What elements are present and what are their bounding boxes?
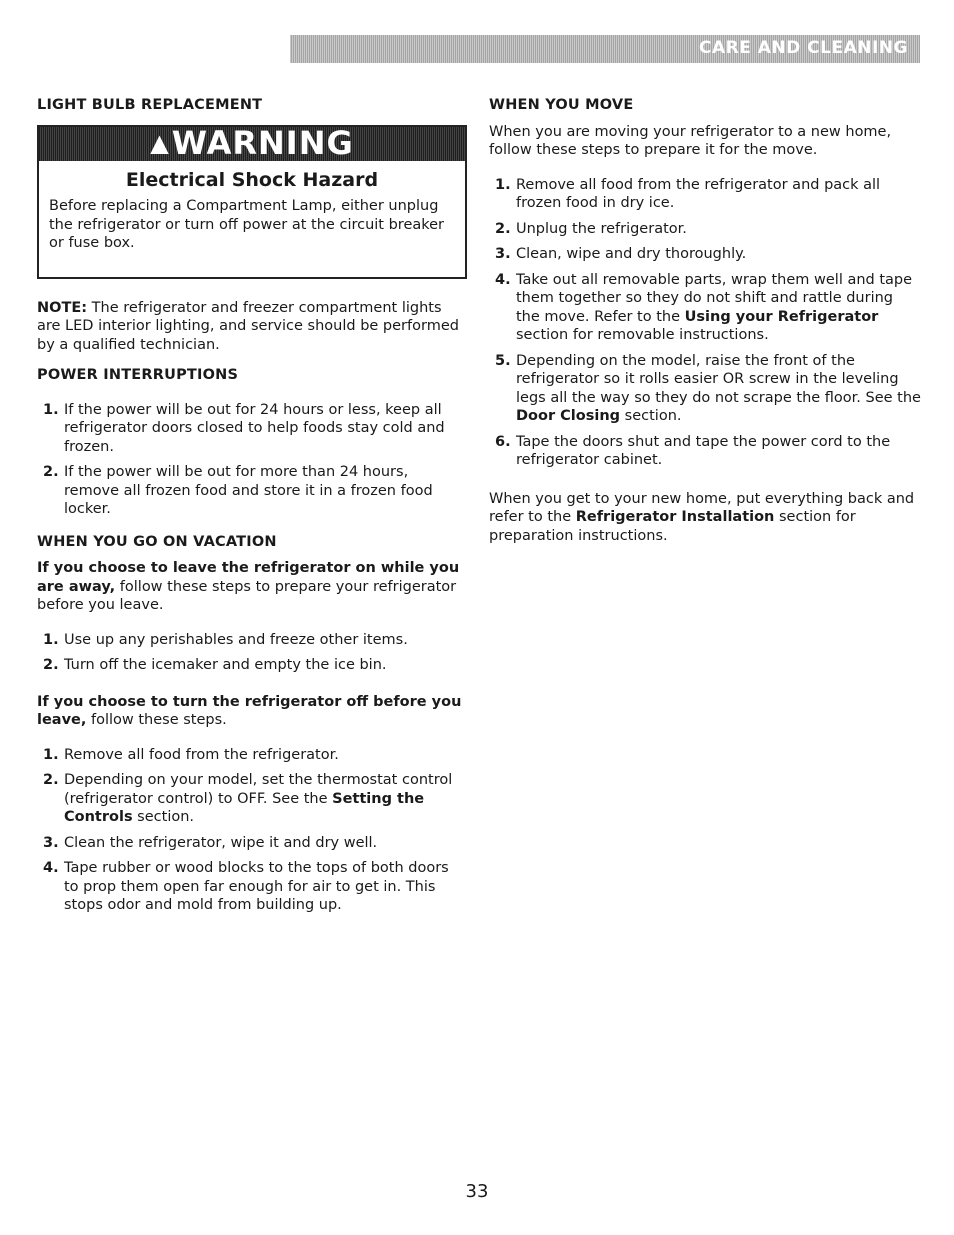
- list-item: 5. Depending on the model, raise the front of the refrigerator so it rolls easier OR screw in the leveling legs all the way so they do not scrape the floor. See the Door Closing section.: [495, 352, 921, 424]
- door-closing-ref: Door Closing: [516, 408, 621, 424]
- note-label: NOTE:: [37, 299, 88, 316]
- vacation-heading: WHEN YOU GO ON VACATION: [37, 533, 277, 550]
- note-text: The refrigerator and freezer compartment lights are LED interior lighting, and service should be performed by a qualified technician.: [37, 299, 459, 353]
- using-refrigerator-ref: Using your Refrigerator: [684, 308, 879, 325]
- list-item: 1. Use up any perishables and freeze other items.: [43, 631, 408, 648]
- vacation-off-list: [37, 746, 467, 915]
- move-intro: When you are moving your refrigerator to a new home, follow these steps to prepare it for the move.: [489, 123, 892, 158]
- list-item: 3. Clean the refrigerator, wipe it and dry well.: [43, 834, 378, 851]
- list-item: 4. Tape rubber or wood blocks to the tops of both doors to prop them open far enough for air to get in. This stops odor and mold from building up.: [43, 860, 449, 913]
- list-item: 1. Remove all food from the refrigerator and pack all frozen food in dry ice.: [495, 176, 881, 211]
- warning-label: WARNING: [171, 124, 354, 163]
- right-column: [489, 96, 921, 557]
- vacation-off-paragraph: If you choose to turn the refrigerator off before you leave, follow these steps.: [37, 693, 462, 728]
- warning-box: [37, 125, 467, 279]
- section-banner: [290, 35, 920, 63]
- warning-triangle-icon: ▲: [150, 129, 170, 158]
- page-number: 33: [465, 1181, 489, 1202]
- warning-text: Before replacing a Compartment Lamp, either unplug the refrigerator or turn off power at the circuit breaker or fuse box.: [49, 198, 445, 251]
- list-item: 4. Take out all removable parts, wrap them well and tape them together so they do not shift and rattle during the move. Refer to the Using your Refrigerator section for removable instructions.: [495, 271, 913, 343]
- vacation-on-list: [37, 631, 467, 675]
- warning-bar: [39, 124, 465, 163]
- light-bulb-heading: LIGHT BULB REPLACEMENT: [37, 97, 263, 113]
- list-item: 1. If the power will be out for 24 hours or less, keep all refrigerator doors closed to help foods stay cold and frozen.: [43, 401, 445, 455]
- power-list: [37, 401, 467, 519]
- vacation-on-paragraph: If you choose to leave the refrigerator on while you are away, follow these steps to prepare your refrigerator before you leave.: [37, 560, 460, 613]
- left-column: [37, 96, 467, 929]
- section-banner-label: CARE AND CLEANING: [699, 38, 908, 58]
- list-item: 2. Turn off the icemaker and empty the ice bin.: [43, 657, 387, 673]
- power-interruptions-heading: POWER INTERRUPTIONS: [37, 367, 239, 383]
- move-list: [489, 176, 921, 470]
- list-item: 3. Clean, wipe and dry thoroughly.: [495, 246, 747, 262]
- note-paragraph: [37, 299, 467, 355]
- list-item: 2. If the power will be out for more than 24 hours, remove all frozen food and store it in a frozen food locker.: [43, 464, 433, 517]
- move-heading: WHEN YOU MOVE: [489, 97, 634, 113]
- list-item: 6. Tape the doors shut and tape the power cord to the refrigerator cabinet.: [495, 433, 891, 468]
- list-item: 1. Remove all food from the refrigerator.: [43, 746, 339, 763]
- refrigerator-installation-ref: Refrigerator Installation: [575, 509, 775, 525]
- list-item: 2. Unplug the refrigerator.: [495, 220, 687, 237]
- list-item: 2. Depending on your model, set the thermostat control (refrigerator control) to OFF. See the Setting the Controls section.: [43, 772, 453, 825]
- setting-controls-ref: Setting the Controls: [64, 790, 425, 825]
- warning-title: Electrical Shock Hazard: [125, 168, 379, 191]
- move-closing: When you get to your new home, put everything back and refer to the Refrigerator Installation section for preparation instructions.: [489, 490, 915, 544]
